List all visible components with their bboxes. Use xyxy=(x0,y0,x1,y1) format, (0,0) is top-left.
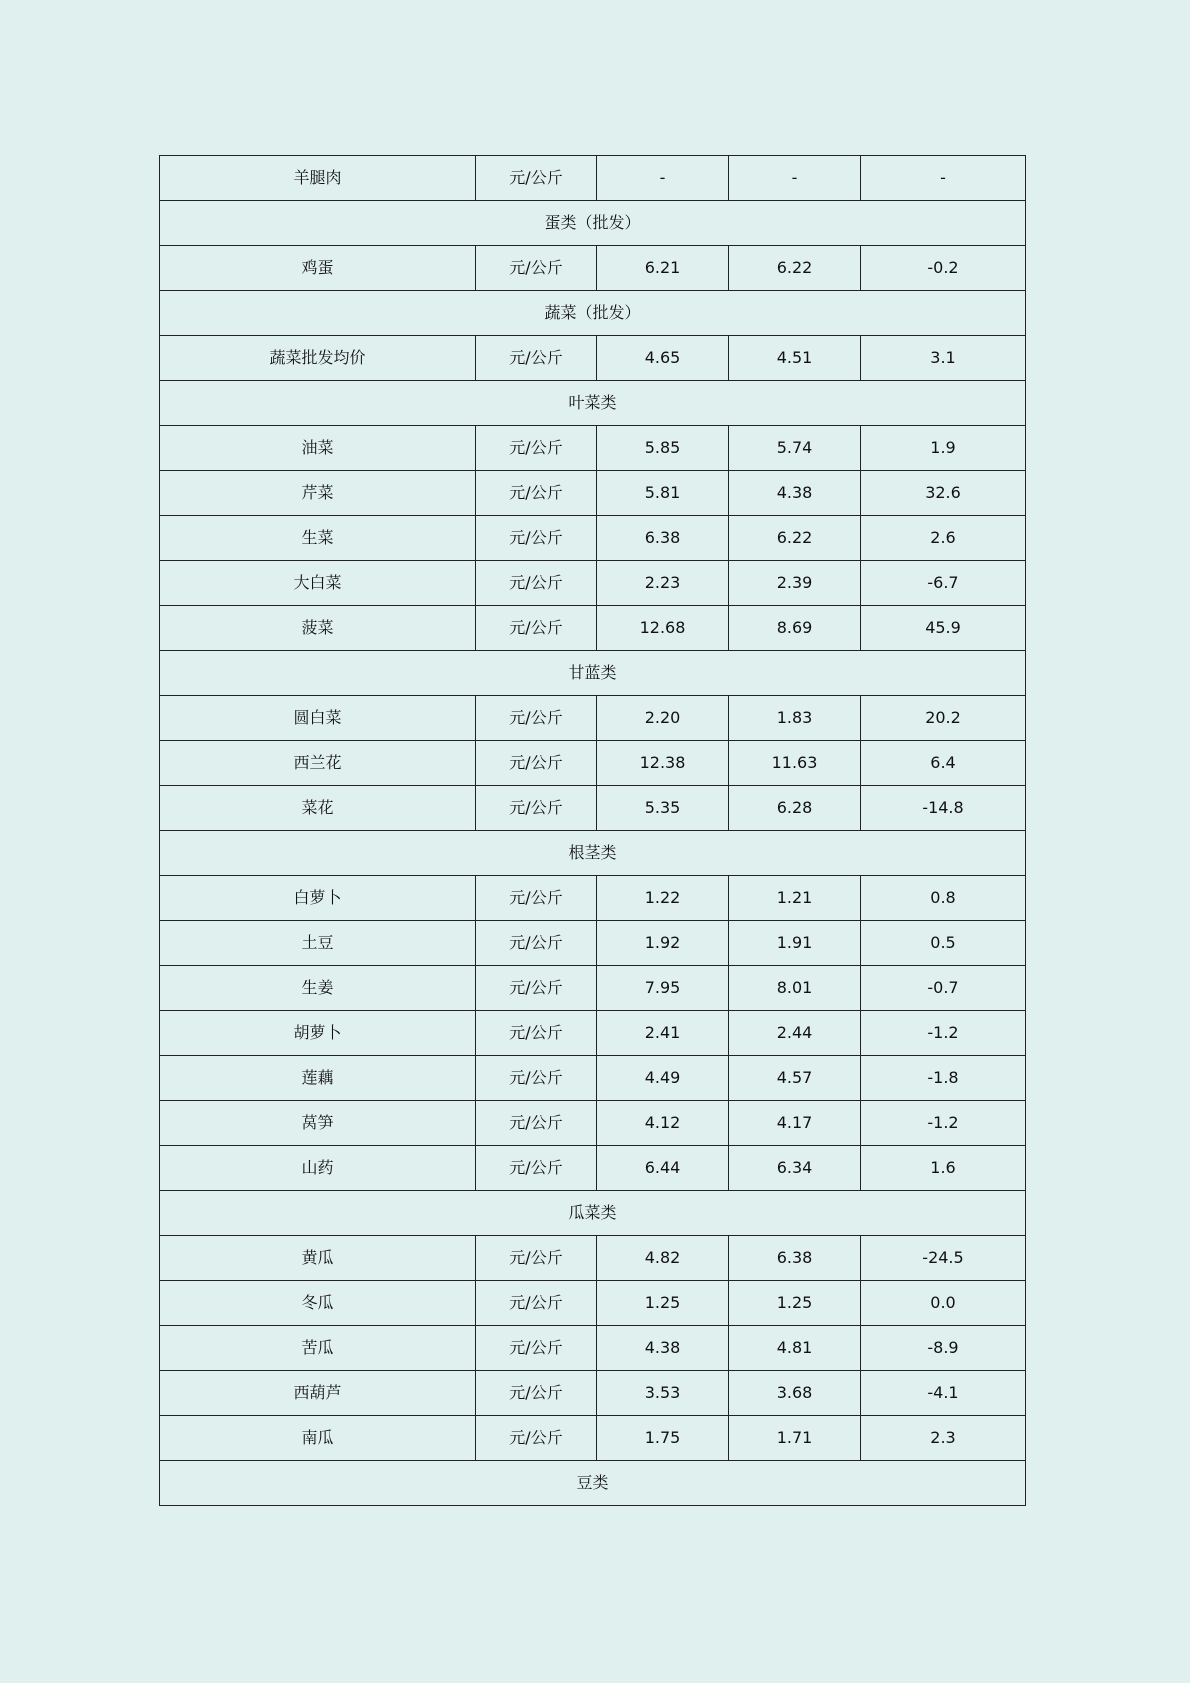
unit-cell: 元/公斤 xyxy=(476,561,597,606)
previous-price-cell: 6.38 xyxy=(729,1236,861,1281)
table-row xyxy=(160,1236,1026,1281)
current-price-cell: 1.22 xyxy=(597,876,729,921)
current-price-cell: 1.92 xyxy=(597,921,729,966)
item-name-cell: 南瓜 xyxy=(160,1416,476,1461)
table-row xyxy=(160,786,1026,831)
table-row xyxy=(160,336,1026,381)
change-percent-cell: -4.1 xyxy=(861,1371,1026,1416)
section-header-row xyxy=(160,381,1026,426)
table-row xyxy=(160,471,1026,516)
price-table xyxy=(159,155,1026,1506)
change-percent-cell: -1.2 xyxy=(861,1101,1026,1146)
current-price-cell: 6.38 xyxy=(597,516,729,561)
section-header-row xyxy=(160,201,1026,246)
unit-cell: 元/公斤 xyxy=(476,1101,597,1146)
current-price-cell: 7.95 xyxy=(597,966,729,1011)
current-price-cell: 4.12 xyxy=(597,1101,729,1146)
unit-cell: 元/公斤 xyxy=(476,1056,597,1101)
item-name-cell: 蔬菜批发均价 xyxy=(160,336,476,381)
unit-cell: 元/公斤 xyxy=(476,1326,597,1371)
unit-cell: 元/公斤 xyxy=(476,1011,597,1056)
change-percent-cell: 20.2 xyxy=(861,696,1026,741)
item-name-cell: 土豆 xyxy=(160,921,476,966)
current-price-cell: 5.85 xyxy=(597,426,729,471)
table-row xyxy=(160,921,1026,966)
table-row xyxy=(160,696,1026,741)
change-percent-cell: 0.5 xyxy=(861,921,1026,966)
previous-price-cell: 4.38 xyxy=(729,471,861,516)
change-percent-cell: 45.9 xyxy=(861,606,1026,651)
section-header-row xyxy=(160,1461,1026,1506)
current-price-cell: 12.38 xyxy=(597,741,729,786)
unit-cell: 元/公斤 xyxy=(476,516,597,561)
section-header: 根茎类 xyxy=(160,831,1026,876)
section-header: 叶菜类 xyxy=(160,381,1026,426)
current-price-cell: 2.41 xyxy=(597,1011,729,1056)
item-name-cell: 生菜 xyxy=(160,516,476,561)
change-percent-cell: -0.7 xyxy=(861,966,1026,1011)
change-percent-cell: 0.8 xyxy=(861,876,1026,921)
change-percent-cell: -8.9 xyxy=(861,1326,1026,1371)
table-row xyxy=(160,966,1026,1011)
change-percent-cell: 2.3 xyxy=(861,1416,1026,1461)
unit-cell: 元/公斤 xyxy=(476,741,597,786)
table-row xyxy=(160,876,1026,921)
unit-cell: 元/公斤 xyxy=(476,246,597,291)
section-header: 甘蓝类 xyxy=(160,651,1026,696)
item-name-cell: 西兰花 xyxy=(160,741,476,786)
table-row xyxy=(160,1416,1026,1461)
previous-price-cell: 1.71 xyxy=(729,1416,861,1461)
current-price-cell: 4.65 xyxy=(597,336,729,381)
section-header-row xyxy=(160,291,1026,336)
change-percent-cell: 2.6 xyxy=(861,516,1026,561)
item-name-cell: 西葫芦 xyxy=(160,1371,476,1416)
item-name-cell: 生姜 xyxy=(160,966,476,1011)
change-percent-cell: 32.6 xyxy=(861,471,1026,516)
current-price-cell: 2.23 xyxy=(597,561,729,606)
current-price-cell: 4.82 xyxy=(597,1236,729,1281)
previous-price-cell: 2.44 xyxy=(729,1011,861,1056)
table-row xyxy=(160,561,1026,606)
item-name-cell: 胡萝卜 xyxy=(160,1011,476,1056)
previous-price-cell: 8.69 xyxy=(729,606,861,651)
section-header-row xyxy=(160,1191,1026,1236)
unit-cell: 元/公斤 xyxy=(476,336,597,381)
unit-cell: 元/公斤 xyxy=(476,606,597,651)
unit-cell: 元/公斤 xyxy=(476,876,597,921)
unit-cell: 元/公斤 xyxy=(476,966,597,1011)
section-header: 豆类 xyxy=(160,1461,1026,1506)
current-price-cell: - xyxy=(597,156,729,201)
table-row xyxy=(160,516,1026,561)
previous-price-cell: 4.81 xyxy=(729,1326,861,1371)
previous-price-cell: 6.22 xyxy=(729,246,861,291)
current-price-cell: 5.81 xyxy=(597,471,729,516)
unit-cell: 元/公斤 xyxy=(476,696,597,741)
current-price-cell: 6.44 xyxy=(597,1146,729,1191)
item-name-cell: 白萝卜 xyxy=(160,876,476,921)
change-percent-cell: -1.2 xyxy=(861,1011,1026,1056)
change-percent-cell: - xyxy=(861,156,1026,201)
previous-price-cell: 4.57 xyxy=(729,1056,861,1101)
current-price-cell: 1.75 xyxy=(597,1416,729,1461)
table-row xyxy=(160,606,1026,651)
previous-price-cell: 6.34 xyxy=(729,1146,861,1191)
section-header: 蛋类（批发） xyxy=(160,201,1026,246)
current-price-cell: 4.49 xyxy=(597,1056,729,1101)
unit-cell: 元/公斤 xyxy=(476,786,597,831)
current-price-cell: 4.38 xyxy=(597,1326,729,1371)
item-name-cell: 羊腿肉 xyxy=(160,156,476,201)
change-percent-cell: 3.1 xyxy=(861,336,1026,381)
table-row xyxy=(160,156,1026,201)
unit-cell: 元/公斤 xyxy=(476,921,597,966)
table-row xyxy=(160,246,1026,291)
unit-cell: 元/公斤 xyxy=(476,1416,597,1461)
previous-price-cell: 4.51 xyxy=(729,336,861,381)
section-header-row xyxy=(160,831,1026,876)
previous-price-cell: 8.01 xyxy=(729,966,861,1011)
current-price-cell: 5.35 xyxy=(597,786,729,831)
change-percent-cell: 1.9 xyxy=(861,426,1026,471)
table-row xyxy=(160,426,1026,471)
previous-price-cell: 1.21 xyxy=(729,876,861,921)
previous-price-cell: 2.39 xyxy=(729,561,861,606)
table-row xyxy=(160,1371,1026,1416)
change-percent-cell: -1.8 xyxy=(861,1056,1026,1101)
previous-price-cell: 1.83 xyxy=(729,696,861,741)
table-row xyxy=(160,1281,1026,1326)
item-name-cell: 油菜 xyxy=(160,426,476,471)
section-header-row xyxy=(160,651,1026,696)
change-percent-cell: 6.4 xyxy=(861,741,1026,786)
unit-cell: 元/公斤 xyxy=(476,1236,597,1281)
previous-price-cell: 1.91 xyxy=(729,921,861,966)
item-name-cell: 大白菜 xyxy=(160,561,476,606)
unit-cell: 元/公斤 xyxy=(476,156,597,201)
previous-price-cell: 11.63 xyxy=(729,741,861,786)
current-price-cell: 6.21 xyxy=(597,246,729,291)
item-name-cell: 山药 xyxy=(160,1146,476,1191)
item-name-cell: 冬瓜 xyxy=(160,1281,476,1326)
table-row xyxy=(160,1326,1026,1371)
current-price-cell: 2.20 xyxy=(597,696,729,741)
unit-cell: 元/公斤 xyxy=(476,1146,597,1191)
change-percent-cell: -14.8 xyxy=(861,786,1026,831)
section-header: 瓜菜类 xyxy=(160,1191,1026,1236)
current-price-cell: 3.53 xyxy=(597,1371,729,1416)
unit-cell: 元/公斤 xyxy=(476,1281,597,1326)
change-percent-cell: -0.2 xyxy=(861,246,1026,291)
change-percent-cell: -6.7 xyxy=(861,561,1026,606)
table-row xyxy=(160,1056,1026,1101)
item-name-cell: 鸡蛋 xyxy=(160,246,476,291)
unit-cell: 元/公斤 xyxy=(476,471,597,516)
item-name-cell: 莴笋 xyxy=(160,1101,476,1146)
previous-price-cell: 3.68 xyxy=(729,1371,861,1416)
item-name-cell: 黄瓜 xyxy=(160,1236,476,1281)
change-percent-cell: -24.5 xyxy=(861,1236,1026,1281)
change-percent-cell: 1.6 xyxy=(861,1146,1026,1191)
table-row xyxy=(160,1011,1026,1056)
unit-cell: 元/公斤 xyxy=(476,426,597,471)
current-price-cell: 1.25 xyxy=(597,1281,729,1326)
table-row xyxy=(160,1146,1026,1191)
item-name-cell: 菜花 xyxy=(160,786,476,831)
item-name-cell: 苦瓜 xyxy=(160,1326,476,1371)
price-table-body xyxy=(160,156,1026,1506)
previous-price-cell: 1.25 xyxy=(729,1281,861,1326)
previous-price-cell: 4.17 xyxy=(729,1101,861,1146)
section-header: 蔬菜（批发） xyxy=(160,291,1026,336)
table-row xyxy=(160,1101,1026,1146)
unit-cell: 元/公斤 xyxy=(476,1371,597,1416)
previous-price-cell: - xyxy=(729,156,861,201)
previous-price-cell: 6.28 xyxy=(729,786,861,831)
table-row xyxy=(160,741,1026,786)
previous-price-cell: 5.74 xyxy=(729,426,861,471)
item-name-cell: 圆白菜 xyxy=(160,696,476,741)
item-name-cell: 芹菜 xyxy=(160,471,476,516)
previous-price-cell: 6.22 xyxy=(729,516,861,561)
current-price-cell: 12.68 xyxy=(597,606,729,651)
item-name-cell: 莲藕 xyxy=(160,1056,476,1101)
item-name-cell: 菠菜 xyxy=(160,606,476,651)
change-percent-cell: 0.0 xyxy=(861,1281,1026,1326)
